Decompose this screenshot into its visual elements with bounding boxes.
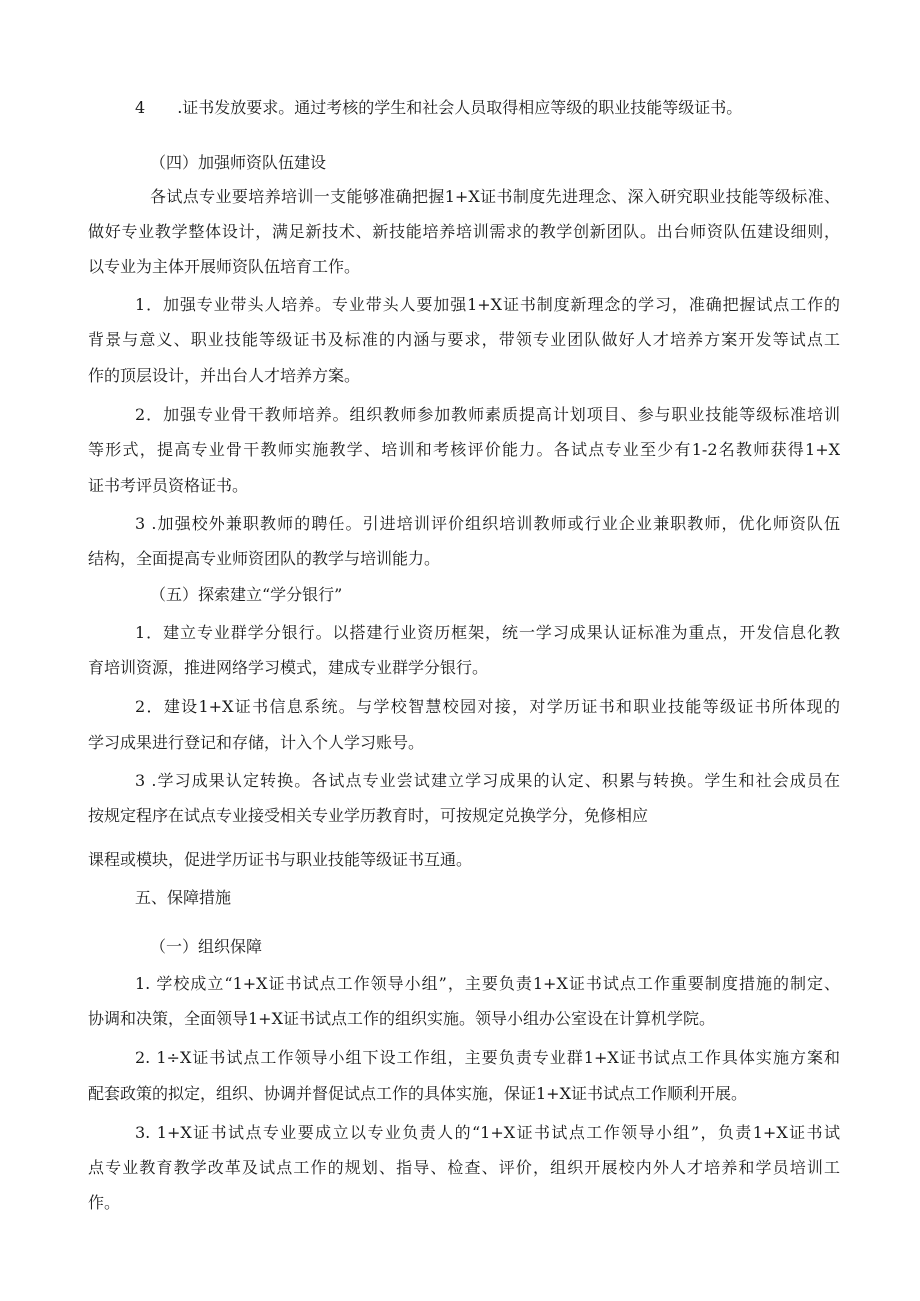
paragraph-line: 2. 1÷X证书试点工作领导小组下设工作组，主要负责专业群1+X证书试点工作具体实施方案和: [135, 1048, 840, 1067]
chapter-heading: 五、保障措施: [135, 888, 232, 907]
paragraph-line: 2．建设1+X证书信息系统。与学校智慧校园对接，对学历证书和职业技能等级证书所体现的: [135, 697, 840, 716]
paragraph-line: 1．加强专业带头人培养。专业带头人要加强1+X证书制度新理念的学习，准确把握试点工作的: [135, 295, 840, 314]
paragraph-line: 协调和决策，全面领导1+X证书试点工作的组织实施。领导小组办公室设在计算机学院。: [88, 1009, 715, 1028]
paragraph-line: 课程或模块，促进学历证书与职业技能等级证书互通。: [88, 850, 473, 869]
paragraph-text: .证书发放要求。通过考核的学生和社会人员取得相应等级的职业技能等级证书。: [177, 98, 743, 117]
paragraph-line: 结构，全面提高专业师资团队的教学与培训能力。: [88, 549, 441, 568]
section-heading: （四）加强师资队伍建设: [150, 153, 327, 172]
paragraph-line: 做好专业教学整体设计，满足新技术、新技能培养培训需求的教学创新团队。出台师资队伍建设细则，: [88, 222, 840, 241]
paragraph-line: 3 .学习成果认定转换。各试点专业尝试建立学习成果的认定、积累与转换。学生和社会成员在: [135, 771, 840, 790]
section-heading: （五）探索建立“学分银行”: [150, 585, 343, 604]
paragraph-line: 1．建立专业群学分银行。以搭建行业资历框架，统一学习成果认证标准为重点，开发信息化教: [135, 623, 840, 642]
paragraph-line: 按规定程序在试点专业接受相关专业学历教育时，可按规定兑换学分，免修相应: [88, 806, 649, 825]
section-heading: （一）组织保障: [150, 937, 263, 956]
paragraph-line: 等形式，提高专业骨干教师实施教学、培训和考核评价能力。各试点专业至少有1-2名教师获得1+X: [88, 440, 840, 459]
paragraph-line: 证书考评员资格证书。: [88, 476, 249, 495]
paragraph-line: 背景与意义、职业技能等级证书及标准的内涵与要求，带领专业团队做好人才培养方案开发等试点工: [88, 330, 840, 349]
paragraph-line: 育培训资源，推进网络学习模式，建成专业群学分银行。: [88, 658, 489, 677]
paragraph-line: 配套政策的拟定，组织、协调并督促试点工作的具体实施，保证1+X证书试点工作顺利开展。: [88, 1084, 747, 1103]
paragraph-line: 2．加强专业骨干教师培养。组织教师参加教师素质提高计划项目、参与职业技能等级标准培训: [135, 405, 840, 424]
paragraph-line: 作。: [88, 1193, 121, 1212]
paragraph-line: 3. 1+X证书试点专业要成立以专业负责人的“1+X证书试点工作领导小组”，负责1+X证书试: [135, 1123, 840, 1142]
paragraph-line: 各试点专业要培养培训一支能够准确把握1+X证书制度先进理念、深入研究职业技能等级标准、: [150, 187, 840, 206]
paragraph-line: 以专业为主体开展师资队伍培育工作。: [88, 257, 361, 276]
paragraph-line: 作的顶层设计，并出台人才培养方案。: [88, 366, 361, 385]
paragraph-line: 学习成果进行登记和存储，计入个人学习账号。: [88, 733, 425, 752]
paragraph-line: 1. 学校成立“1+X证书试点工作领导小组”，主要负责1+X证书试点工作重要制度措施的制定、: [135, 974, 840, 993]
paragraph-line: 3 .加强校外兼职教师的聘任。引进培训评价组织培训教师或行业企业兼职教师，优化师资队伍: [135, 514, 840, 533]
paragraph-line: 点专业教育教学改革及试点工作的规划、指导、检查、评价，组织开展校内外人才培养和学员培训工: [88, 1158, 840, 1177]
item-number: 4: [135, 98, 146, 117]
paragraph-line: [135, 98, 775, 118]
